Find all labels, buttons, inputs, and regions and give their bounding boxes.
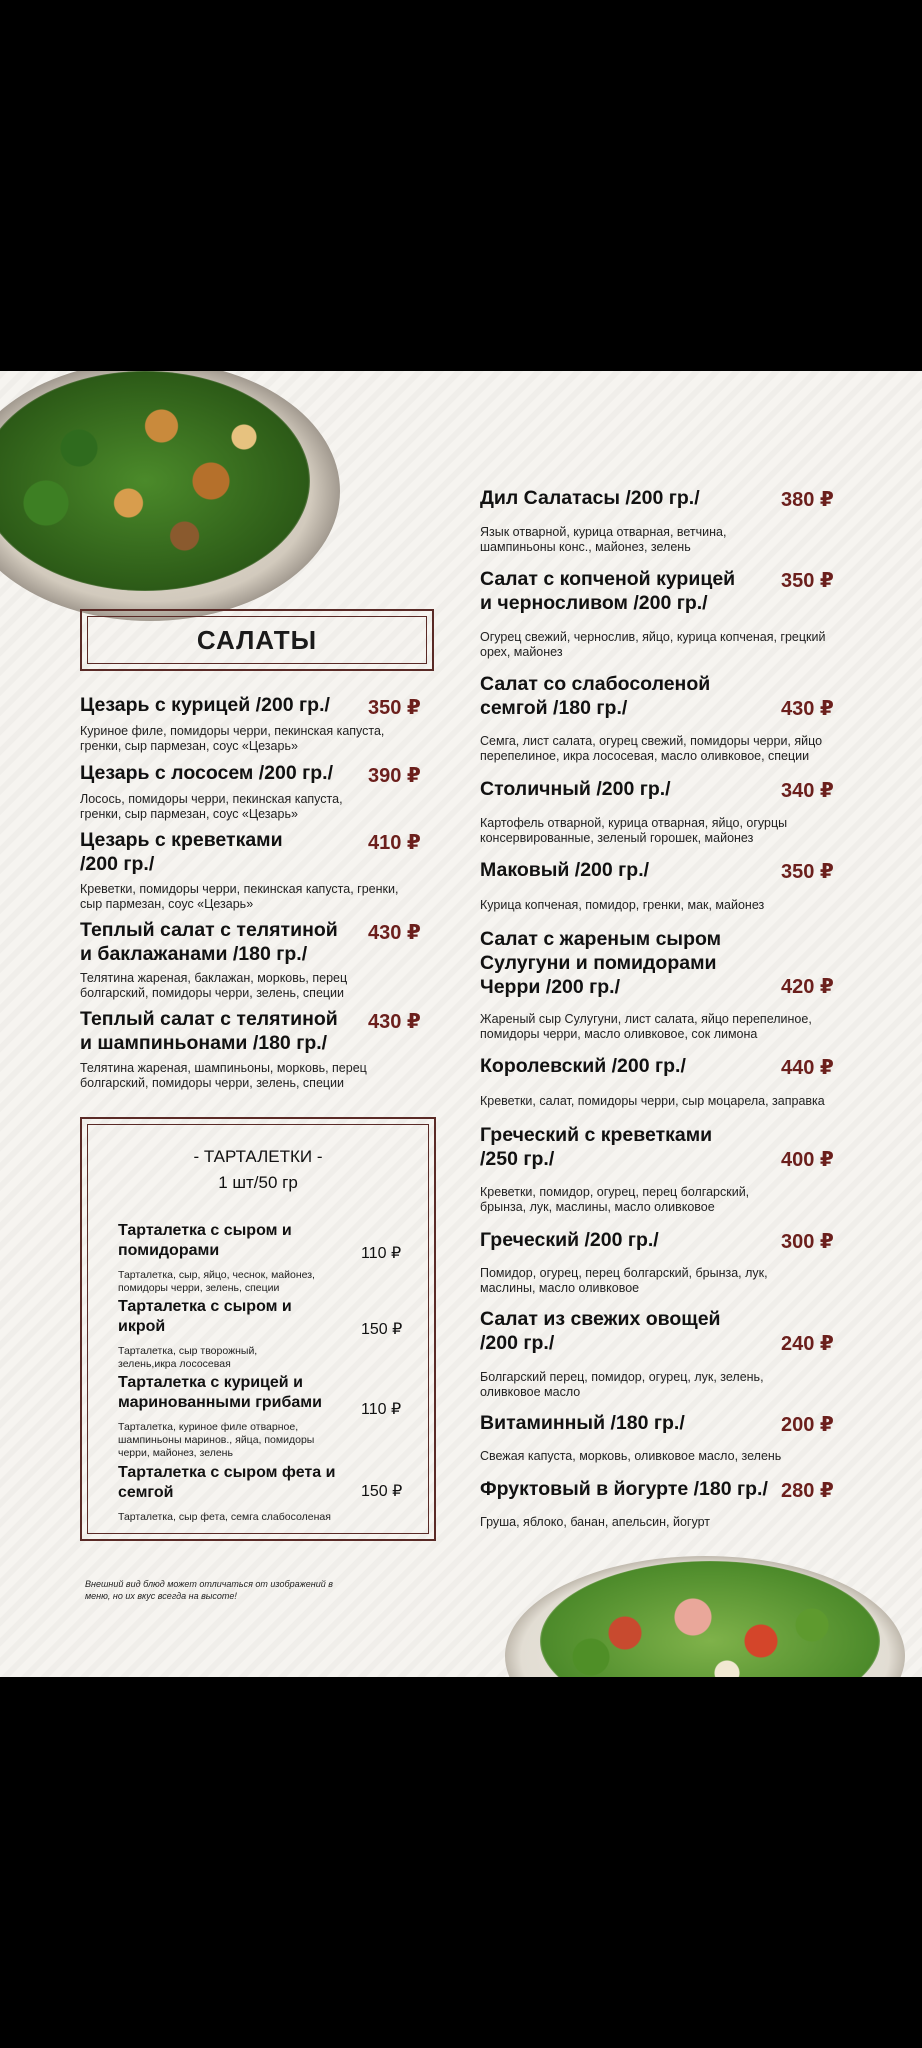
menu-item xyxy=(480,777,780,801)
item-name: Салат со слабосоленой семгой /180 гр./ xyxy=(480,673,711,719)
menu-item xyxy=(480,672,740,720)
item-price: 430 ₽ xyxy=(368,1011,421,1033)
item-description: Курица копченая, помидор, гренки, мак, майонез xyxy=(480,898,765,912)
menu-item xyxy=(480,1054,780,1078)
item-name: Королевский /200 гр./ xyxy=(480,1055,686,1077)
tartlet-item xyxy=(118,1221,318,1295)
item-description: Куриное филе, помидоры черри, пекинская капуста, гренки, сыр пармезан, соус «Цезарь» xyxy=(80,724,385,753)
tartlet-name: Тарталетка с сыром фета и семгой xyxy=(118,1464,336,1501)
menu-item xyxy=(80,918,355,966)
item-description: Лосось, помидоры черри, пекинская капуста, гренки, сыр пармезан, соус «Цезарь» xyxy=(80,792,343,821)
tartlet-name: Тарталетка с курицей и маринованными грибами xyxy=(118,1374,322,1411)
item-price: 350 ₽ xyxy=(368,697,421,719)
item-price: 380 ₽ xyxy=(781,489,834,511)
item-description: Помидор, огурец, перец болгарский, брынза, лук, маслины, масло оливковое xyxy=(480,1266,768,1295)
item-description: Язык отварной, курица отварная, ветчина, шампиньоны конс., майонез, зелень xyxy=(480,525,727,554)
menu-item xyxy=(480,1477,780,1501)
menu-item xyxy=(80,1007,355,1055)
tartlet-description: Тарталетка, куриное филе отварное, шампиньоны маринов., яйца, помидоры черри, майонез, зелень xyxy=(118,1421,315,1459)
item-price: 420 ₽ xyxy=(781,976,834,998)
item-name: Греческий /200 гр./ xyxy=(480,1229,659,1251)
tartlet-price: 110 ₽ xyxy=(361,1245,402,1262)
menu-item xyxy=(480,1307,740,1355)
menu-item xyxy=(480,1411,780,1435)
item-price: 430 ₽ xyxy=(781,698,834,720)
menu-item xyxy=(480,486,780,510)
item-price: 440 ₽ xyxy=(781,1057,834,1079)
tartlet-description: Тарталетка, сыр фета, семга слабосоленая xyxy=(118,1511,331,1523)
item-price: 430 ₽ xyxy=(368,922,421,944)
item-price: 200 ₽ xyxy=(781,1414,834,1436)
item-description: Креветки, салат, помидоры черри, сыр моцарела, заправка xyxy=(480,1094,825,1108)
item-price: 350 ₽ xyxy=(781,861,834,883)
menu-item xyxy=(480,1123,740,1171)
tartlet-description: Тарталетка, сыр творожный, зелень,икра лососевая xyxy=(118,1345,258,1370)
item-price: 390 ₽ xyxy=(368,765,421,787)
item-name: Дил Салатасы /200 гр./ xyxy=(480,487,700,509)
item-description: Свежая капуста, морковь, оливковое масло, зелень xyxy=(480,1449,782,1463)
tartlets-box-inner xyxy=(87,1124,429,1534)
item-description: Телятина жареная, шампиньоны, морковь, перец болгарский, помидоры черри, зелень, специи xyxy=(80,1061,367,1090)
item-name: Салат с копченой курицей и черносливом /200 гр./ xyxy=(480,568,736,614)
tartlet-description: Тарталетка, сыр, яйцо, чеснок, майонез, помидоры черри, зелень, специи xyxy=(118,1269,315,1294)
tartlet-item xyxy=(118,1463,358,1524)
tartlet-name: Тарталетка с сыром и икрой xyxy=(118,1298,292,1335)
item-name: Витаминный /180 гр./ xyxy=(480,1412,685,1434)
tartlets-box xyxy=(80,1117,436,1541)
tartlet-price: 150 ₽ xyxy=(361,1483,403,1500)
item-description: Жареный сыр Сулугуни, лист салата, яйцо перепелиное, помидоры черри, масло оливковое, сок лимона xyxy=(480,1012,812,1041)
tartlet-item xyxy=(118,1373,358,1460)
item-price: 350 ₽ xyxy=(781,570,834,592)
section-title-frame xyxy=(80,609,434,671)
menu-page xyxy=(0,371,922,1677)
item-price: 400 ₽ xyxy=(781,1149,834,1171)
item-price: 300 ₽ xyxy=(781,1231,834,1253)
tartlet-name: Тарталетка с сыром и помидорами xyxy=(118,1222,292,1259)
menu-item xyxy=(80,828,315,876)
item-name: Греческий с креветками /250 гр./ xyxy=(480,1124,713,1170)
item-price: 280 ₽ xyxy=(781,1480,834,1502)
item-name: Салат из свежих овощей /200 гр./ xyxy=(480,1308,721,1354)
tartlets-title: - ТАРТАЛЕТКИ - xyxy=(193,1147,323,1166)
item-description: Огурец свежий, чернослив, яйцо, курица копченая, грецкий орех, майонез xyxy=(480,630,826,659)
item-name: Цезарь с курицей /200 гр./ xyxy=(80,694,330,716)
item-description: Семга, лист салата, огурец свежий, помидоры черри, яйцо перепелиное, икра лососевая, масло оливковое, специи xyxy=(480,734,823,763)
item-name: Фруктовый в йогурте /180 гр./ xyxy=(480,1478,768,1500)
item-name: Теплый салат с телятиной и баклажанами /180 гр./ xyxy=(80,919,338,965)
tartlets-portion: 1 шт/50 гр xyxy=(218,1173,298,1192)
menu-item xyxy=(80,693,360,717)
item-price: 240 ₽ xyxy=(781,1333,834,1355)
menu-item xyxy=(480,567,750,615)
item-description: Креветки, помидор, огурец, перец болгарский, брынза, лук, маслины, масло оливковое xyxy=(480,1185,750,1214)
item-description: Телятина жареная, баклажан, морковь, перец болгарский, помидоры черри, зелень, специи xyxy=(80,971,348,1000)
tartlet-item xyxy=(118,1297,318,1371)
item-name: Теплый салат с телятиной и шампиньонами /180 гр./ xyxy=(80,1008,338,1054)
item-name: Столичный /200 гр./ xyxy=(480,778,671,800)
item-name: Цезарь с креветками /200 гр./ xyxy=(80,829,283,875)
menu-item xyxy=(480,927,740,999)
item-price: 410 ₽ xyxy=(368,832,421,854)
item-name: Салат с жареным сыром Сулугуни и помидорами Черри /200 гр./ xyxy=(480,928,722,998)
item-description: Груша, яблоко, банан, апельсин, йогурт xyxy=(480,1515,710,1529)
section-title: САЛАТЫ xyxy=(87,616,427,664)
item-description: Креветки, помидоры черри, пекинская капуста, гренки, сыр пармезан, соус «Цезарь» xyxy=(80,882,399,911)
item-name: Маковый /200 гр./ xyxy=(480,859,650,881)
item-name: Цезарь с лососем /200 гр./ xyxy=(80,762,333,784)
menu-item xyxy=(480,858,780,882)
disclaimer: Внешний вид блюд может отличаться от изображений в меню, но их вкус всегда на высоте! xyxy=(85,1579,333,1601)
item-price: 340 ₽ xyxy=(781,780,834,802)
item-description: Болгарский перец, помидор, огурец, лук, зелень, оливковое масло xyxy=(480,1370,764,1399)
tartlet-price: 150 ₽ xyxy=(361,1321,403,1338)
item-description: Картофель отварной, курица отварная, яйцо, огурцы консервированные, зеленый горошек, майонез xyxy=(480,816,788,845)
tartlet-price: 110 ₽ xyxy=(361,1401,402,1418)
menu-item xyxy=(80,761,370,785)
menu-item xyxy=(480,1228,780,1252)
